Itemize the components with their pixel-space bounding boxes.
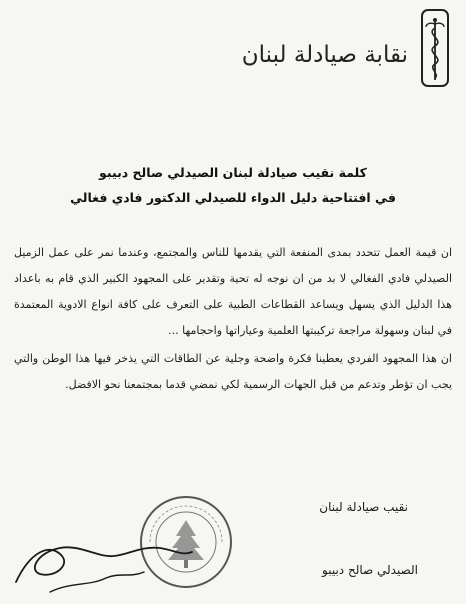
- body-paragraph-2: ان هذا المجهود الفردي يعطينا فكرة واضحة وجلية عن الطاقات التي يذخر فيها هذا الوطن والتي يجب ان تؤطر وتدعم من قبل الجهات الرسمية لكي نمضي قدما بمجتمعنا نحو الافضل.: [14, 352, 452, 391]
- caduceus-icon: [420, 8, 450, 88]
- signatory-title: نقيب صيادلة لبنان: [319, 500, 408, 514]
- body-paragraph-1: ان قيمة العمل تتحدد بمدى المنفعة التي يقدمها للناس والمجتمع، وعندما نمر على عمل الزميل الصيدلي فادي الفغالي لا بد من ان نوجه له تحية وتقدير على المجهود الكبير الذي قام به باعداد هذا الدليل الذي يسهل ويساعد القطاعات الطبية على التعرف على كافة انواع الادوية المعتمدة في لبنان وسهولة مراجعة تركيبتها العلمية وعياراتها واحجامها ...: [14, 246, 452, 337]
- headline-line-2: في افتتاحية دليل الدواء للصيدلي الدكتور فادي فغالي: [70, 190, 396, 205]
- letter-body: [14, 240, 452, 398]
- headline-line-1: كلمة نقيب صيادلة لبنان الصيدلي صالح دبيبو: [99, 165, 367, 180]
- signatory-name: الصيدلي صالح دبيبو: [322, 563, 418, 577]
- organization-name: نقابة صيادلة لبنان: [241, 42, 408, 68]
- handwritten-signature: [10, 512, 200, 600]
